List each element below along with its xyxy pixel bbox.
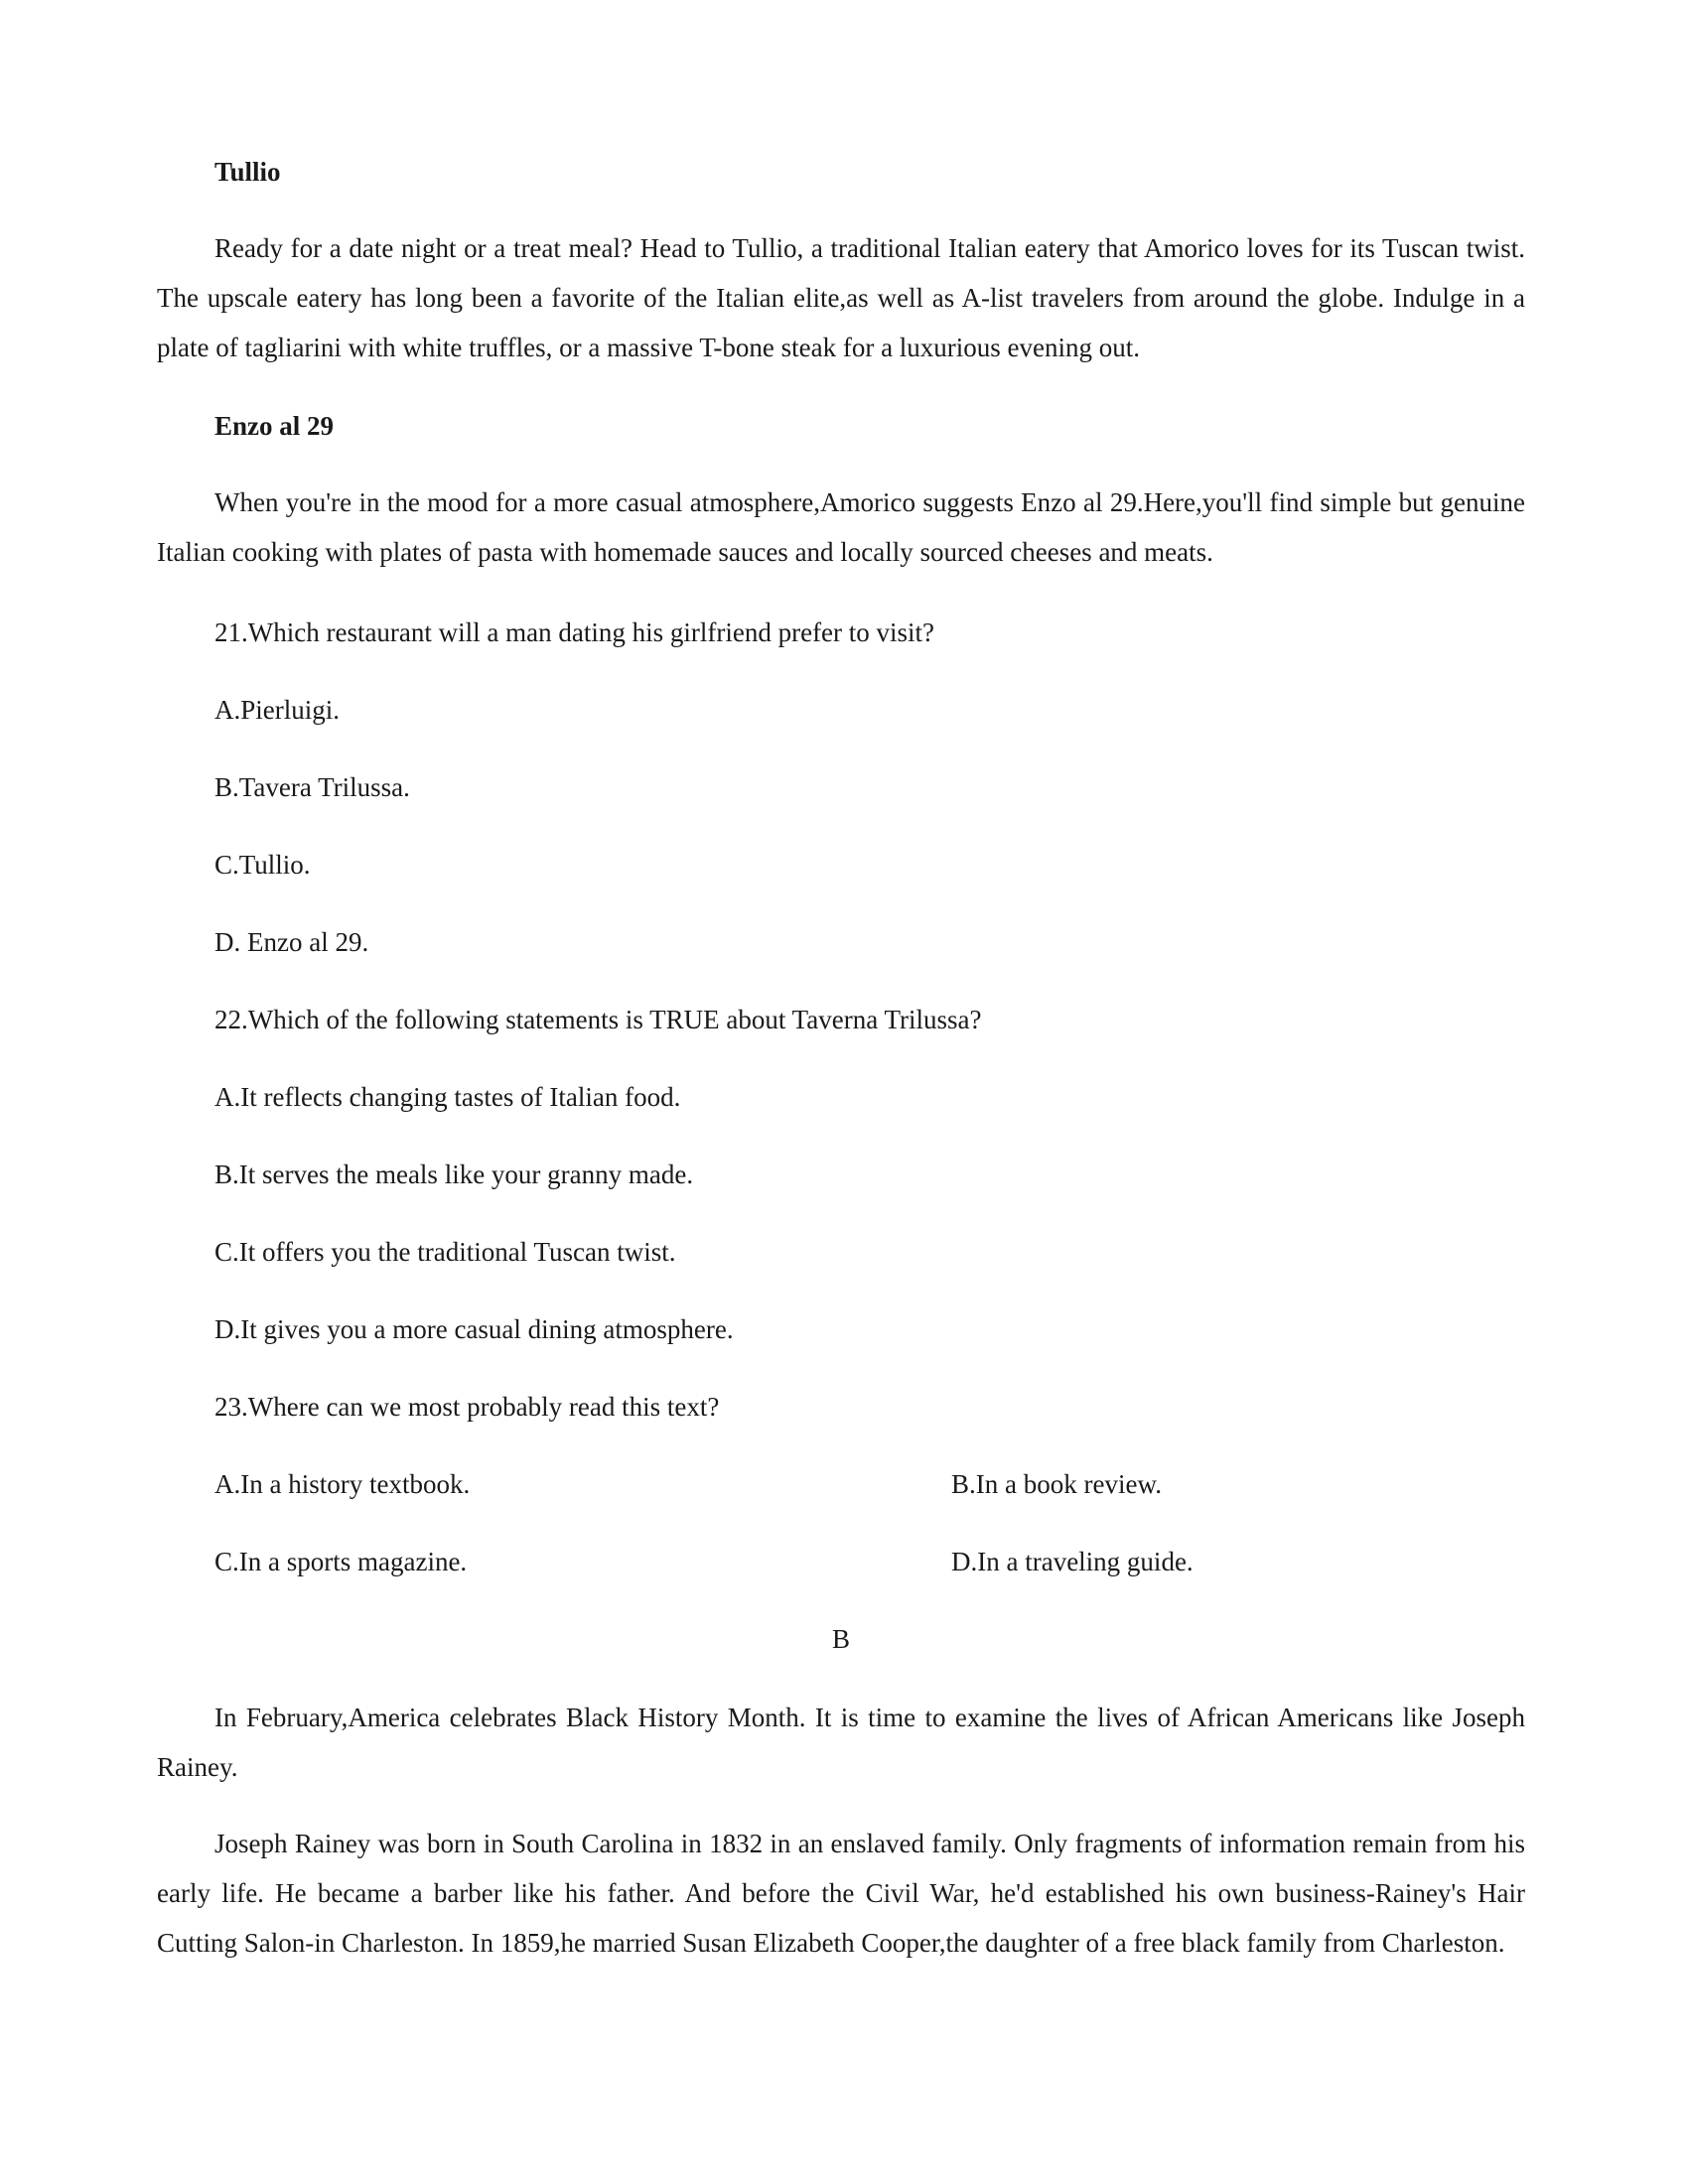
- question-23-option-a: A.In a history textbook.: [214, 1469, 471, 1499]
- question-22-option-a: A.It reflects changing tastes of Italian food.: [214, 1082, 681, 1112]
- question-23-stem: 23.Where can we most probably read this text?: [214, 1392, 720, 1422]
- question-21-option-a: A.Pierluigi.: [214, 695, 340, 725]
- question-21-option-c: C.Tullio.: [214, 850, 311, 880]
- question-23-option-c: C.In a sports magazine.: [214, 1547, 468, 1576]
- question-21-option-d: D. Enzo al 29.: [214, 927, 369, 957]
- section-b-paragraph-1: In February,America celebrates Black History Month. It is time to examine the lives of African Americans like Joseph Rainey.: [157, 1703, 1525, 1782]
- paragraph-tullio: Ready for a date night or a treat meal? Head to Tullio, a traditional Italian eatery that Amorico loves for its Tuscan twist. The upscale eatery has long been a favorite of the Italian elite,as well as A-list travelers from around the globe. Indulge in a plate of tagliarini with white truffles, or a massive T-bone steak for a luxurious evening out.: [157, 233, 1525, 362]
- paragraph-enzo: When you're in the mood for a more casual atmosphere,Amorico suggests Enzo al 29.Here,you'll find simple but genuine Italian cooking with plates of pasta with homemade sauces and locally sourced cheeses and meats.: [157, 487, 1525, 567]
- question-22-option-b: B.It serves the meals like your granny made.: [214, 1160, 694, 1189]
- question-22-stem: 22.Which of the following statements is TRUE about Taverna Trilussa?: [214, 1005, 982, 1034]
- section-b-label: B: [831, 1624, 850, 1654]
- heading-enzo: Enzo al 29: [214, 411, 335, 441]
- question-21-option-b: B.Tavera Trilussa.: [214, 772, 410, 802]
- question-22-option-d: D.It gives you a more casual dining atmosphere.: [214, 1314, 734, 1344]
- section-b-paragraph-2: Joseph Rainey was born in South Carolina in 1832 in an enslaved family. Only fragments of information remain from his early life. He became a barber like his father. And before the Civil War, he'd established his own business-Rainey's Hair Cutting Salon-in Charleston. In 1859,he married Susan Elizabeth Cooper,the daughter of a free black family from Charleston.: [157, 1829, 1525, 1958]
- question-22-option-c: C.It offers you the traditional Tuscan twist.: [214, 1237, 676, 1267]
- question-23-option-b: B.In a book review.: [951, 1469, 1162, 1499]
- question-23-option-d: D.In a traveling guide.: [951, 1547, 1194, 1576]
- question-21-stem: 21.Which restaurant will a man dating his girlfriend prefer to visit?: [214, 617, 935, 647]
- heading-tullio: Tullio: [214, 157, 281, 187]
